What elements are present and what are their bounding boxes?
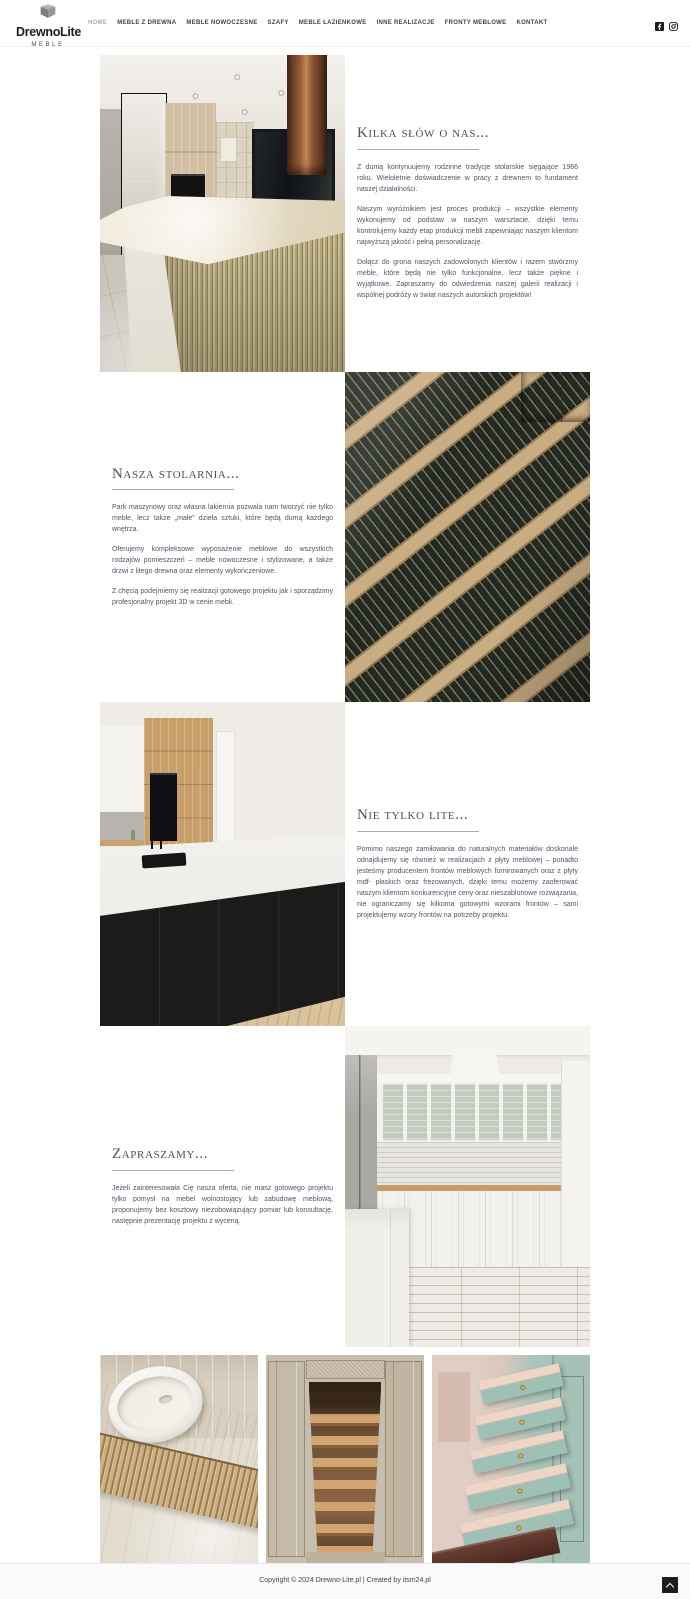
workshop-paragraph: Z chęcią podejmiemy się realizacji gotowego projektu jak i sporządzimy profesjonalny projekt 3D w cenie mebli. [112,588,333,607]
about-text [345,55,590,372]
workshop-paragraph: Park maszynowy oraz własna lakiernia pozwala nam tworzyć nie tylko meble, lecz także „małe” dzieła sztuki, które będą dumą każdego wnętrza. [112,504,333,534]
about-paragraph: Naszym wyróżnikiem jest proces produkcji – wszystkie elementy wykonujemy od podstaw w naszym warsztacie, dzięki temu kontrolujemy każdy etap produkcji mebli zapewniając naszym klientom najwyższą jakość i pełną personalizację. [357,206,578,247]
site-footer [0,1563,690,1599]
invite-text [100,1026,345,1347]
pastel-open-drawers-cabinet-photo [432,1355,590,1563]
boards-text [345,702,590,1026]
instagram-icon[interactable] [669,18,678,27]
section-title-invite: Zapraszamy... [112,1146,209,1163]
classic-white-kitchen-photo [345,1026,590,1347]
chevron-up-icon [666,1582,674,1590]
invite-section [100,1026,590,1347]
title-divider [357,149,479,150]
facebook-icon[interactable] [655,18,664,27]
black-and-oak-kitchen-photo [100,702,345,1026]
about-section [100,55,590,372]
nav-item-meble-lazienkowe[interactable]: MEBLE ŁAZIENKOWE [298,20,367,26]
title-divider [357,831,479,832]
site-header [0,0,690,47]
logo-name: DrewnoLite [16,25,82,39]
nav-item-kontakt[interactable]: KONTAKT [516,20,548,26]
section-title-boards: Nie tylko lite... [357,807,469,824]
classic-pullout-shelf-wardrobe-photo [266,1355,424,1563]
nav-item-szafy[interactable]: SZAFY [267,20,289,26]
workshop-paragraph: Oferujemy kompleksowe wyposażenie meblowe do wszystkich rodzajów pomieszczeń – meble nowoczesne i stylizowane, a także drzwi z litego drewna oraz elementy wykończeniowe. [112,546,333,576]
boards-section [100,702,590,1026]
nav-item-home[interactable]: HOME [88,20,108,26]
scroll-to-top-button[interactable] [662,1577,678,1593]
gallery-row [100,1355,590,1563]
social-links [655,18,678,27]
section-title-about: Kilka słów o nas... [357,125,490,142]
workshop-text [100,372,345,702]
nav-item-inne-realizacje[interactable]: INNE REALIZACJE [376,20,435,26]
boards-paragraph: Pomimo naszego zamiłowania do naturalnych materiałów doskonale odnajdujemy się również w realizacjach z płyty meblowej – ponadto jesteśmy producentem frontów meblowych fornirowanych oraz z płyty mdf- płaskich oraz frezowanych, dzięki temu możemy zaoferować naszym klientom konkurencyjne ceny oraz nieszablonowe rozwiązania, nie ograniczamy się kilkoma gotowymi wzorami frontów – sami projektujemy wzory frontów na potrzeby projektu. [357,845,578,919]
copyright-text: Copyright © 2024 Drewno-Lite.pl | Created by itsm24.pl [259,1577,431,1584]
nav-item-meble-nowoczesne[interactable]: MEBLE NOWOCZESNE [186,20,258,26]
main-nav [88,0,547,46]
about-paragraph: Dołącz do grona naszych zadowolonych klientów i razem stwórzmy meble, które będą nie tylko funkcjonalne, lecz także piękne i wyjątkowe. Zapraszamy do odwiedzenia naszej galerii realizacji i wspólnej podróży w świat naszych autorskich projektów! [357,259,578,300]
nav-item-fronty-meblowe[interactable]: FRONTY MEBLOWE [444,20,507,26]
section-title-workshop: Nasza stolarnia... [112,465,240,482]
logo-tagline: MEBLE [31,41,65,48]
wood-cube-logo-icon [37,7,59,24]
title-divider [112,489,234,490]
logo[interactable] [16,3,80,48]
oval-vessel-sink-oak-vanity-photo [100,1355,258,1563]
title-divider [112,1170,234,1171]
about-paragraph: Z dumą kontynuujemy rodzinne tradycje stolarskie sięgające 1966 roku. Wieloletnie doświadczenie w pracy z drewnem to fundament naszej działalności. [357,163,578,194]
nav-item-meble-z-drewna[interactable]: MEBLE Z DREWNA [117,20,177,26]
modern-kitchen-with-fluted-island-photo [100,55,345,372]
workshop-section [100,372,590,702]
wood-slat-doors-closeup-photo [345,372,590,702]
invite-paragraph: Jeżeli zainteresowała Cię nasza oferta, nie masz gotowego projektu tylko pomysł na mebel wolnostojący lub zabudowę meblową, proponujemy bez kosztowy niezobowiązujący pomiar lub konsultację, następnie prezentację projektu z wyceną. [112,1184,333,1225]
